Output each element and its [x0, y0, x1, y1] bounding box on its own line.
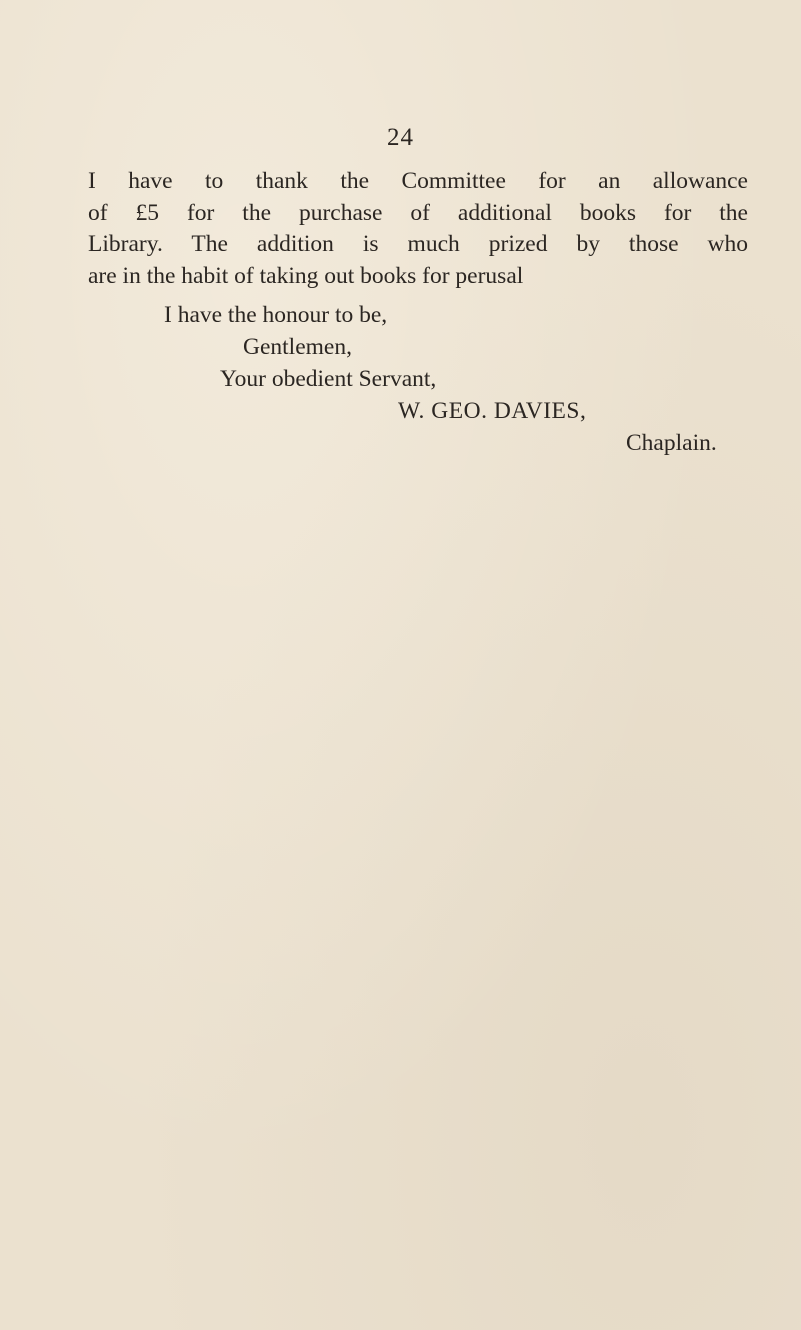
page-number: 24 [387, 124, 414, 151]
signature-name: W. GEO. DAVIES, [398, 398, 587, 424]
body-line: I have to thank the Committee for an allowance [88, 168, 748, 194]
closing-honour: I have the honour to be, [164, 302, 388, 328]
body-line: Library. The addition is much prized by those who [88, 231, 748, 257]
closing-salutation: Gentlemen, [243, 334, 352, 360]
closing-servant: Your obedient Servant, [220, 366, 437, 392]
body-line: are in the habit of taking out books for perusal [88, 262, 524, 289]
body-paragraph [88, 166, 748, 292]
signature-title: Chaplain. [626, 430, 717, 456]
body-line: of £5 for the purchase of additional books for the [88, 199, 748, 226]
